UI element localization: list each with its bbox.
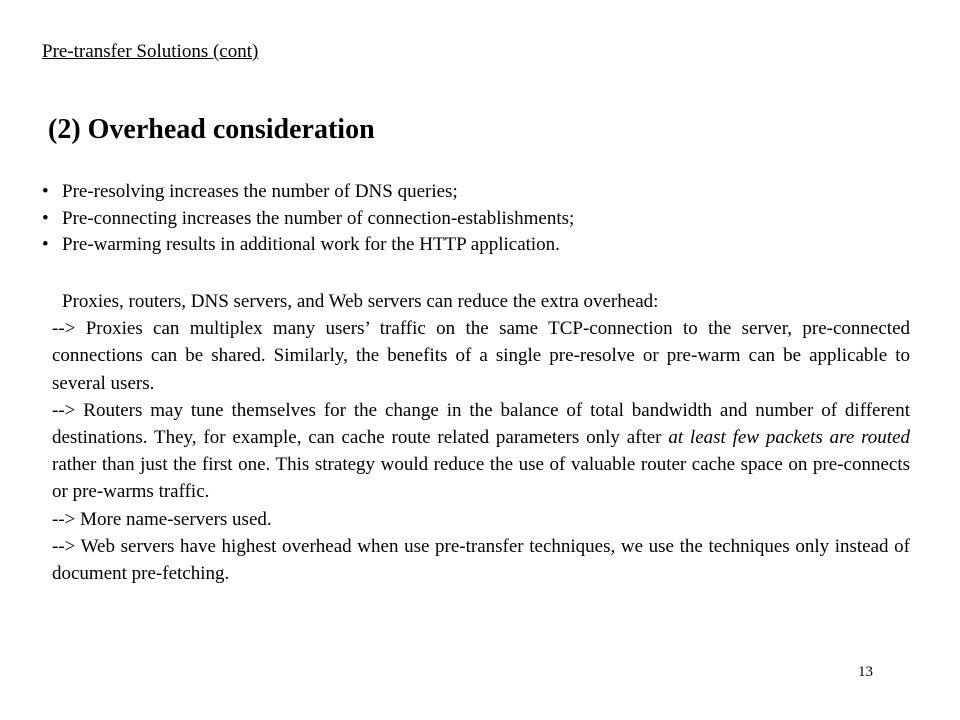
bullet-text: Pre-warming results in additional work for the HTTP application. <box>62 234 560 255</box>
bullet-list <box>42 179 922 259</box>
body-text <box>42 288 910 587</box>
bullet-icon: • <box>42 207 49 229</box>
bullet-text: Pre-resolving increases the number of DNS queries; <box>62 181 458 202</box>
routers-emphasis: at least few packets are routed <box>668 427 911 449</box>
page-number: 13 <box>858 664 873 680</box>
bullet-icon: • <box>42 181 49 202</box>
routers-paragraph <box>42 397 910 506</box>
routers-text-start: --> Routers may tune themselves for the change in the balance of total bandwidth and number of different destinations. They, for example, can cache route related parameters only after <box>52 399 910 449</box>
routers-text-end: rather than just the first one. This strategy would reduce the use of valuable router cache space on pre-connects or pre-warms traffic. <box>52 454 910 503</box>
bullet-item <box>42 206 922 233</box>
name-servers-paragraph: --> More name-servers used. <box>52 508 272 530</box>
intro-paragraph: Proxies, routers, DNS servers, and Web servers can reduce the extra overhead: <box>62 291 659 312</box>
bullet-icon: • <box>42 234 49 255</box>
bullet-item <box>42 232 922 259</box>
proxies-paragraph: --> Proxies can multiplex many users’ traffic on the same TCP-connection to the server, pre-connected connections can be shared. Similarly, the benefits of a single pre-resolve or pre-warm can be applicable to several users. <box>52 318 910 394</box>
bullet-text: Pre-connecting increases the number of connection-establishments; <box>62 207 575 229</box>
bullet-item <box>42 179 922 206</box>
slide-header: Pre-transfer Solutions (cont) <box>42 41 259 62</box>
section-heading: (2) Overhead consideration <box>48 114 375 145</box>
web-servers-paragraph: --> Web servers have highest overhead when use pre-transfer techniques, we use the techniques only instead of document pre-fetching. <box>52 535 910 585</box>
